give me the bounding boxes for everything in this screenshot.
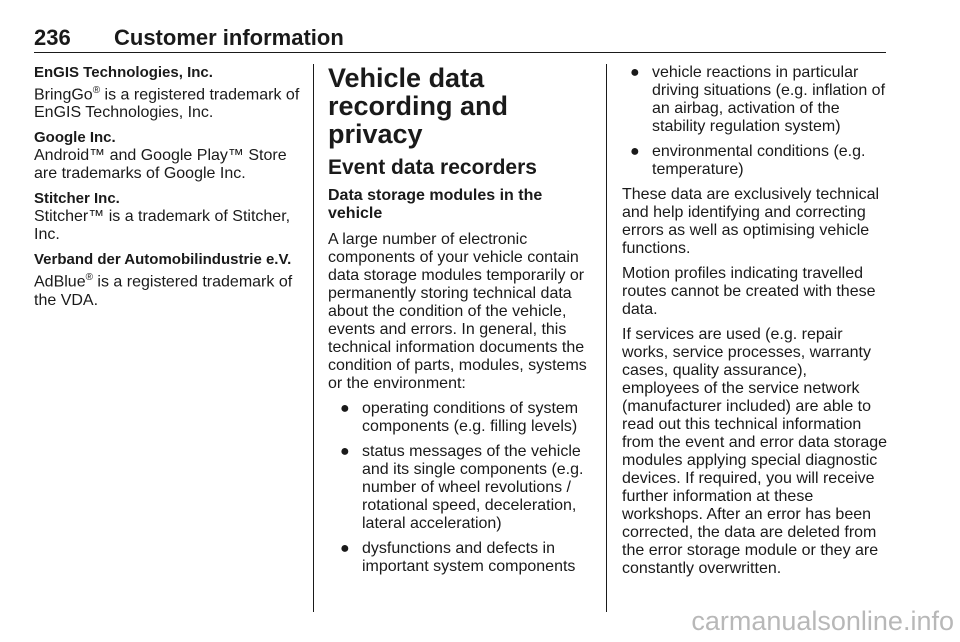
- bullet-list: [622, 64, 888, 179]
- bullet-list: [328, 400, 590, 576]
- list-item: ● status messages of the vehicle and its single components (e.g. number of wheel revolutions / rotational speed, deceleration, lateral acceleration): [340, 443, 584, 532]
- trademark-company: EnGIS Technologies, Inc.: [34, 64, 213, 81]
- bullet-icon: ●: [340, 400, 350, 417]
- bullet-icon: ●: [630, 143, 640, 160]
- page-header: [34, 24, 886, 53]
- page-number: 236: [34, 25, 71, 50]
- paragraph: Motion profiles indicating travelled routes cannot be created with these data.: [622, 265, 876, 318]
- trademark-company: Verband der Automobilindustrie e.V.: [34, 251, 292, 269]
- column-divider-left: [313, 64, 314, 612]
- trademark-company: Google Inc.: [34, 129, 116, 147]
- list-item: ● vehicle reactions in particular driving situations (e.g. inflation of an airbag, activation of the stability regulation system): [630, 64, 886, 135]
- trademark-text: AdBlue® is a registered trademark of the VDA.: [34, 272, 293, 309]
- bullet-icon: ●: [630, 64, 640, 81]
- section-title: Vehicle data recording and privacy: [328, 63, 509, 149]
- trademark-entry: [34, 129, 300, 183]
- bullet-icon: ●: [340, 540, 350, 557]
- trademark-text: BringGo® is a registered trademark of EnGIS Technologies, Inc.: [34, 85, 300, 122]
- trademark-entry: [34, 190, 300, 244]
- bullet-icon: ●: [340, 443, 350, 460]
- article-column-middle: [328, 64, 590, 583]
- watermark: carmanualsonline.info: [691, 606, 954, 636]
- list-item: ● dysfunctions and defects in important system components: [340, 540, 576, 575]
- trademark-entry: [34, 251, 300, 309]
- list-item: ● operating conditions of system components (e.g. filling levels): [340, 400, 579, 435]
- section-subtitle: Event data recorders: [328, 156, 537, 179]
- column-divider-right: [606, 64, 607, 612]
- trademark-text: Stitcher™ is a trademark of Stitcher, Inc.: [34, 208, 291, 244]
- paragraph: These data are exclusively technical and help identifying and correcting errors as well as optimising vehicle functions.: [622, 186, 880, 257]
- trademark-entry: [34, 64, 300, 122]
- intro-paragraph: A large number of electronic components of your vehicle contain data storage modules temporarily or permanently storing technical data about the condition of the vehicle, events and errors. In general, this technical information documents the condition of parts, modules, systems or the environment:: [328, 231, 587, 392]
- trademarks-column: [34, 64, 300, 317]
- trademark-company: Stitcher Inc.: [34, 190, 120, 208]
- chapter-title: Customer information: [114, 25, 344, 50]
- article-column-right: [622, 64, 888, 585]
- trademark-text: Android™ and Google Play™ Store are trademarks of Google Inc.: [34, 147, 287, 183]
- subsection-heading: Data storage modules in the vehicle: [328, 187, 543, 222]
- paragraph: If services are used (e.g. repair works, service processes, warranty cases, quality assurance), employees of the service network (manufacturer included) are able to read out this technical information from the event and error data storage modules applying special diagnostic devices. If required, you will receive further information at these workshops. After an error has been corrected, the data are deleted from the error storage module or they are constantly overwritten.: [622, 326, 888, 577]
- list-item: ● environmental conditions (e.g. temperature): [630, 143, 866, 178]
